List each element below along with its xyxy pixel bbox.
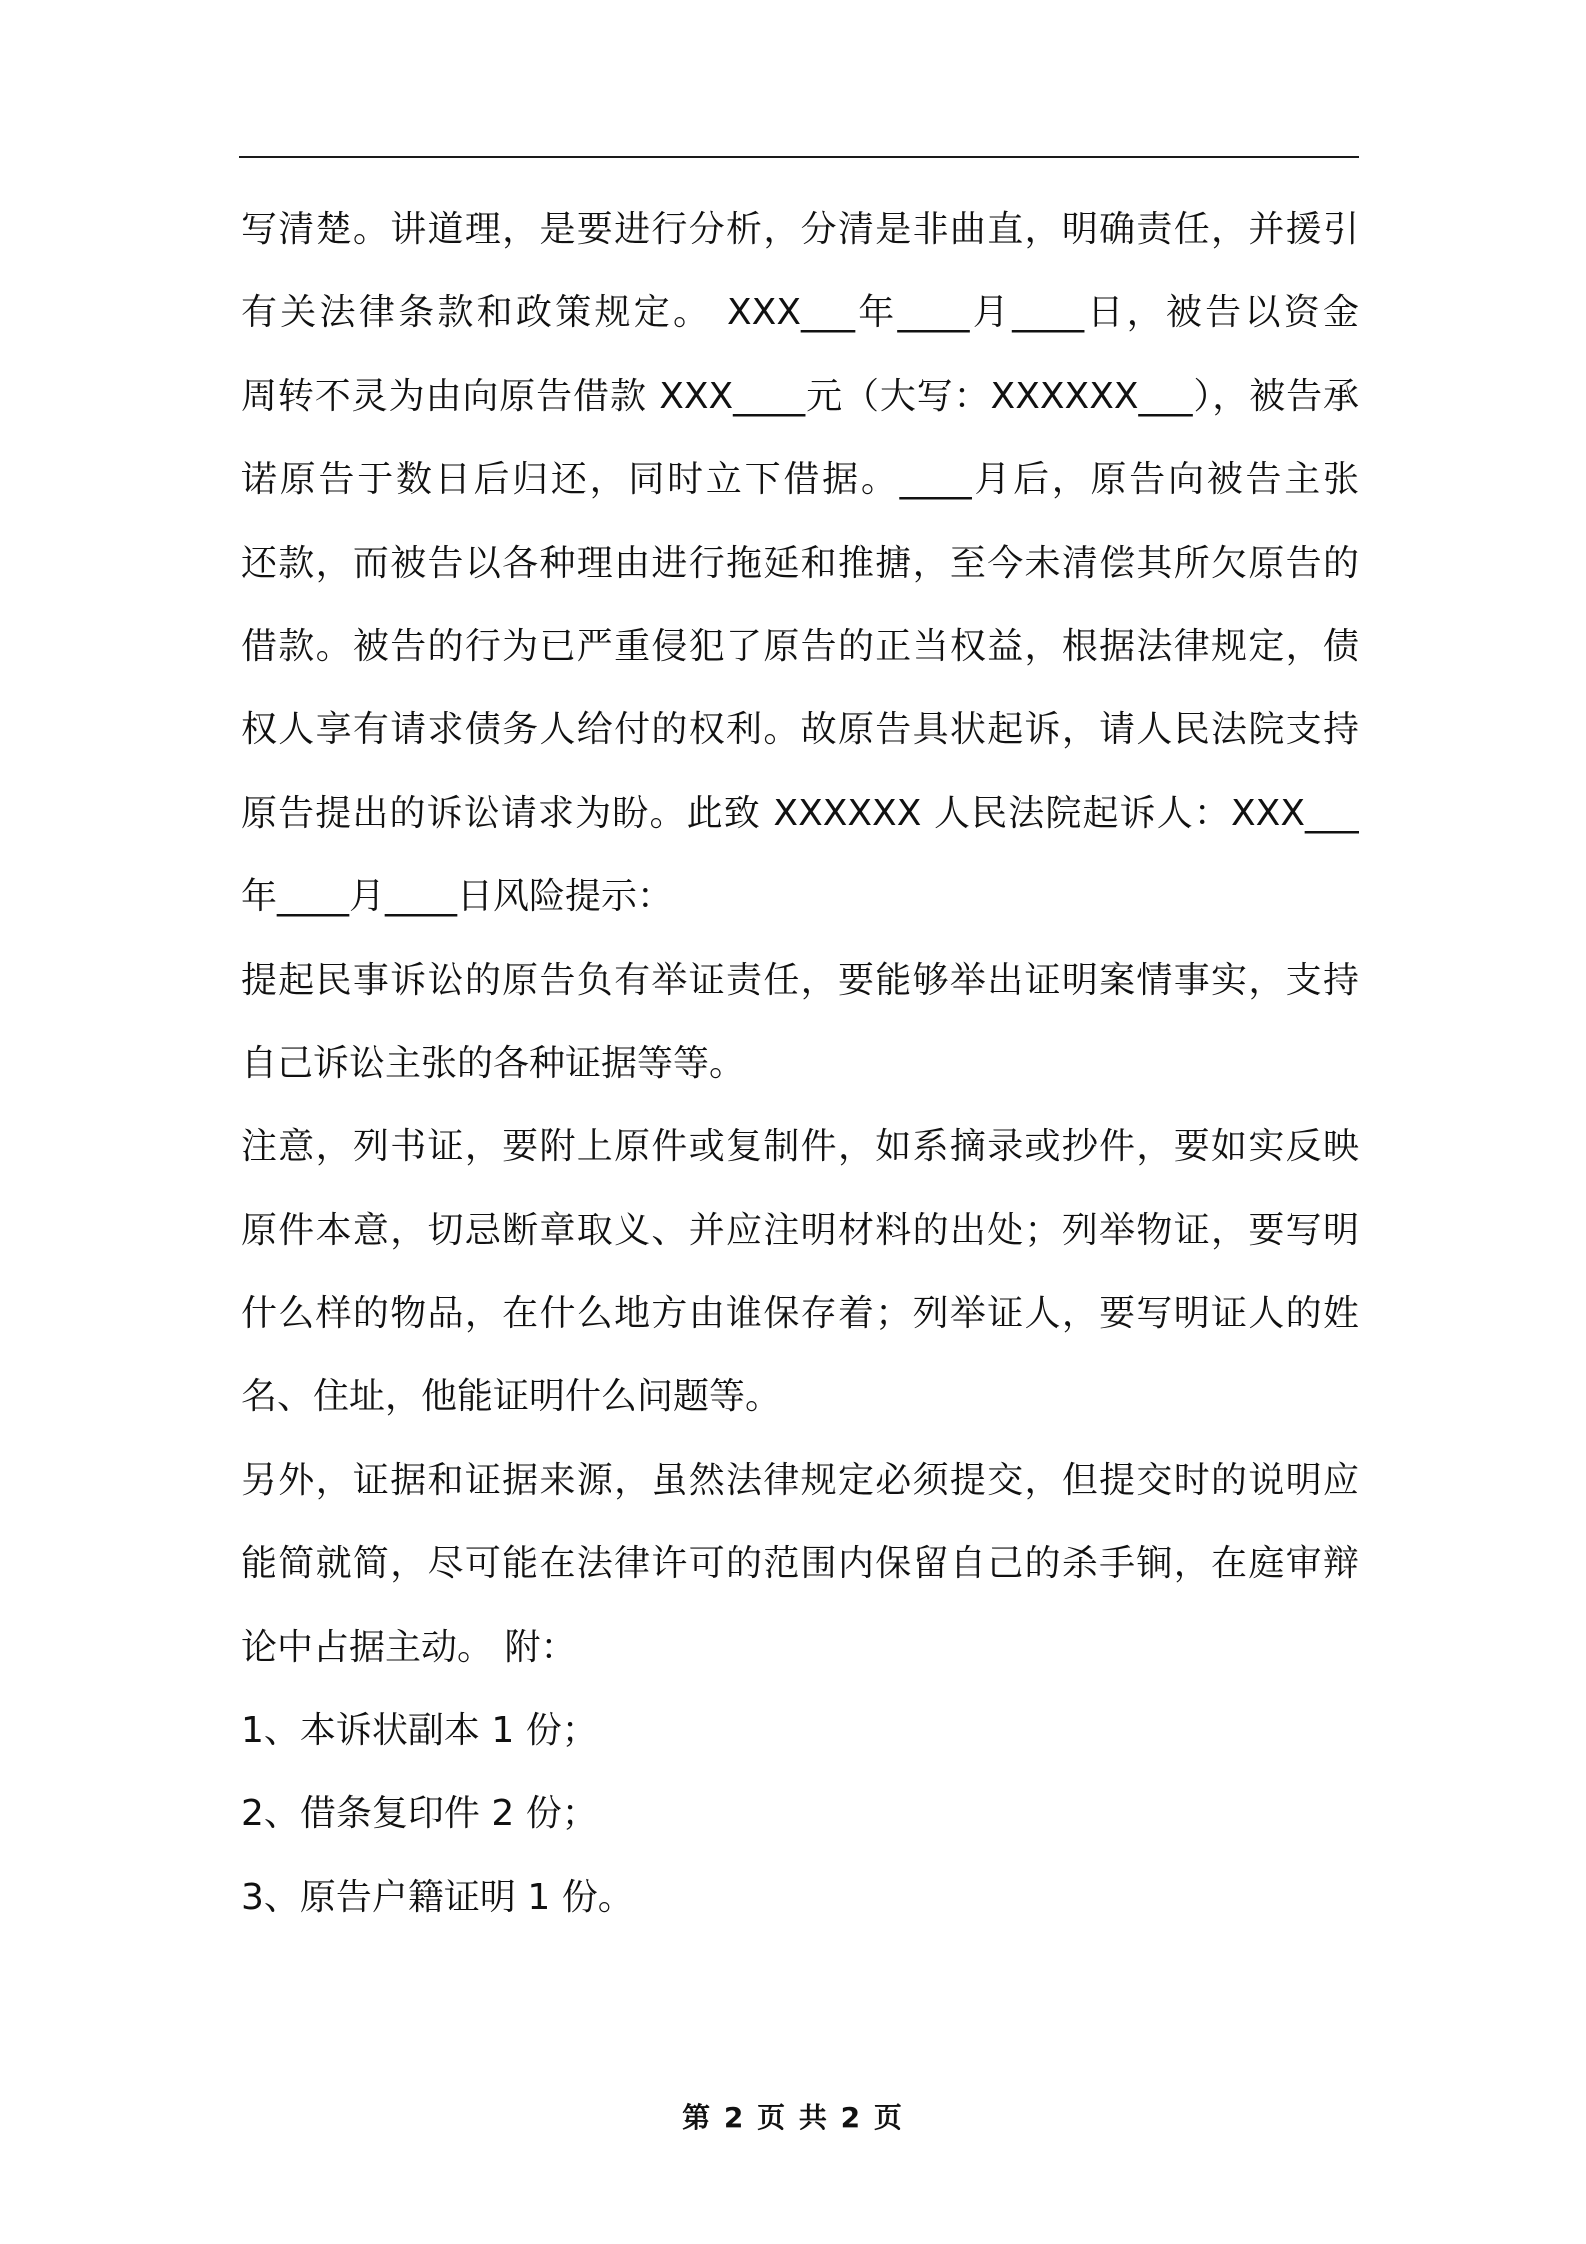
text-line: 还款，而被告以各种理由进行拖延和推搪，至今未清偿其所欠原告的: [241, 542, 1359, 584]
header-rule: [239, 156, 1359, 158]
text-line: 什么样的物品，在什么地方由谁保存着；列举证人，要写明证人的姓: [241, 1293, 1359, 1335]
text-line: 注意，列书证，要附上原件或复制件，如系摘录或抄件，要如实反映: [241, 1126, 1359, 1168]
text-line: 提起民事诉讼的原告负有举证责任，要能够举出证明案情事实，支持: [241, 959, 1359, 1001]
text-line: 3、原告户籍证明 1 份。: [241, 1876, 634, 1918]
text-line: 原件本意，切忌断章取义、并应注明材料的出处；列举物证，要写明: [241, 1209, 1359, 1251]
text-line: 能简就简，尽可能在法律许可的范围内保留自己的杀手锏，在庭审辩: [241, 1543, 1359, 1585]
text-line: 论中占据主动。 附：: [241, 1626, 577, 1668]
text-line: 另外，证据和证据来源，虽然法律规定必须提交，但提交时的说明应: [241, 1459, 1359, 1501]
text-line: 借款。被告的行为已严重侵犯了原告的正当权益，根据法律规定，债: [241, 625, 1359, 667]
text-line: 年____月____日风险提示：: [241, 876, 674, 918]
text-line: 2、借条复印件 2 份；: [241, 1793, 598, 1835]
text-line: 有关法律条款和政策规定。 XXX___年____月____日，被告以资金: [241, 292, 1359, 334]
text-line: 权人享有请求债务人给付的权利。故原告具状起诉，请人民法院支持: [241, 709, 1359, 751]
text-line: 自己诉讼主张的各种证据等等。: [241, 1042, 746, 1084]
text-line: 原告提出的诉讼请求为盼。此致 XXXXXX 人民法院起诉人：XXX___: [241, 792, 1359, 834]
text-line: 写清楚。讲道理，是要进行分析，分清是非曲直，明确责任，并援引: [241, 209, 1359, 250]
text-line: 周转不灵为由向原告借款 XXX____元（大写：XXXXXX___），被告承: [241, 375, 1359, 417]
text-line: 诺原告于数日后归还，同时立下借据。____月后，原告向被告主张: [241, 459, 1359, 501]
document-body: [241, 188, 1359, 1939]
text-line: 1、本诉状副本 1 份；: [241, 1710, 598, 1752]
text-line: 名、住址，他能证明什么问题等。: [241, 1376, 782, 1418]
page-number: 第 2 页 共 2 页: [682, 2101, 904, 2134]
